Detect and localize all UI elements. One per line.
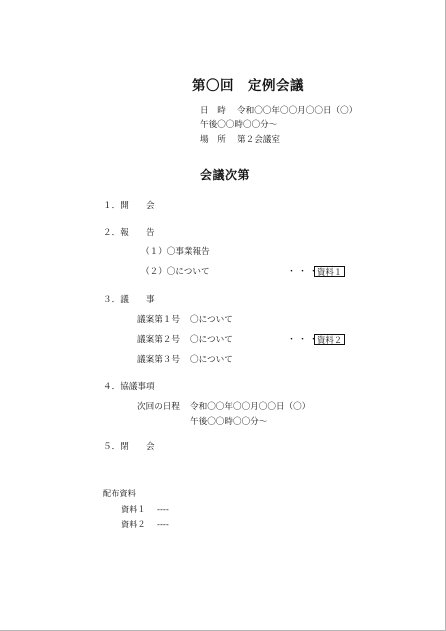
bill-2-ref: 資料２	[314, 334, 345, 345]
distribution-title: 配布資料	[103, 488, 136, 498]
distribution-item-2-value: ----	[157, 519, 169, 529]
bill-2-name: 議案第２号	[137, 335, 180, 345]
next-schedule-date: 令和〇〇年〇〇月〇〇日（〇）	[190, 402, 311, 412]
distribution-item-1-name: 資料１	[121, 504, 146, 514]
place-label: 場 所	[200, 135, 226, 145]
agenda-title: 会議次第	[200, 168, 251, 182]
report-sub-2-ref: 資料１	[314, 266, 345, 277]
agenda-item-report: ２．報 告	[103, 228, 155, 238]
distribution-item-1-value: ----	[157, 504, 169, 514]
meeting-title: 第〇回 定例会議	[192, 78, 304, 94]
report-sub-2: （２）〇について	[141, 267, 210, 277]
agenda-item-proceedings: ３．議 事	[103, 295, 155, 305]
next-schedule-time: 午後〇〇時〇〇分～	[190, 417, 268, 427]
bill-2-leader: ・・・	[287, 335, 321, 345]
date-label: 日 時	[200, 106, 226, 116]
bill-3-text: 〇について	[190, 355, 233, 365]
agenda-item-closing: ５．閉 会	[103, 442, 155, 452]
time-value: 午後〇〇時〇〇分～	[200, 120, 278, 130]
distribution-item-2-name: 資料２	[121, 519, 146, 529]
agenda-item-discussion: ４．協議事項	[103, 382, 155, 392]
bill-2-text: 〇について	[190, 335, 233, 345]
bill-1-name: 議案第１号	[137, 315, 180, 325]
place-value: 第２会議室	[237, 135, 280, 145]
agenda-item-opening: １．開 会	[103, 201, 155, 211]
report-sub-2-leader: ・・・	[287, 267, 321, 277]
report-sub-1: （１）〇事業報告	[141, 247, 210, 257]
next-schedule-label: 次回の日程	[137, 402, 180, 412]
date-value: 令和〇〇年〇〇月〇〇日（〇）	[237, 106, 358, 116]
bill-3-name: 議案第３号	[137, 355, 180, 365]
bill-1-text: 〇について	[190, 315, 233, 325]
